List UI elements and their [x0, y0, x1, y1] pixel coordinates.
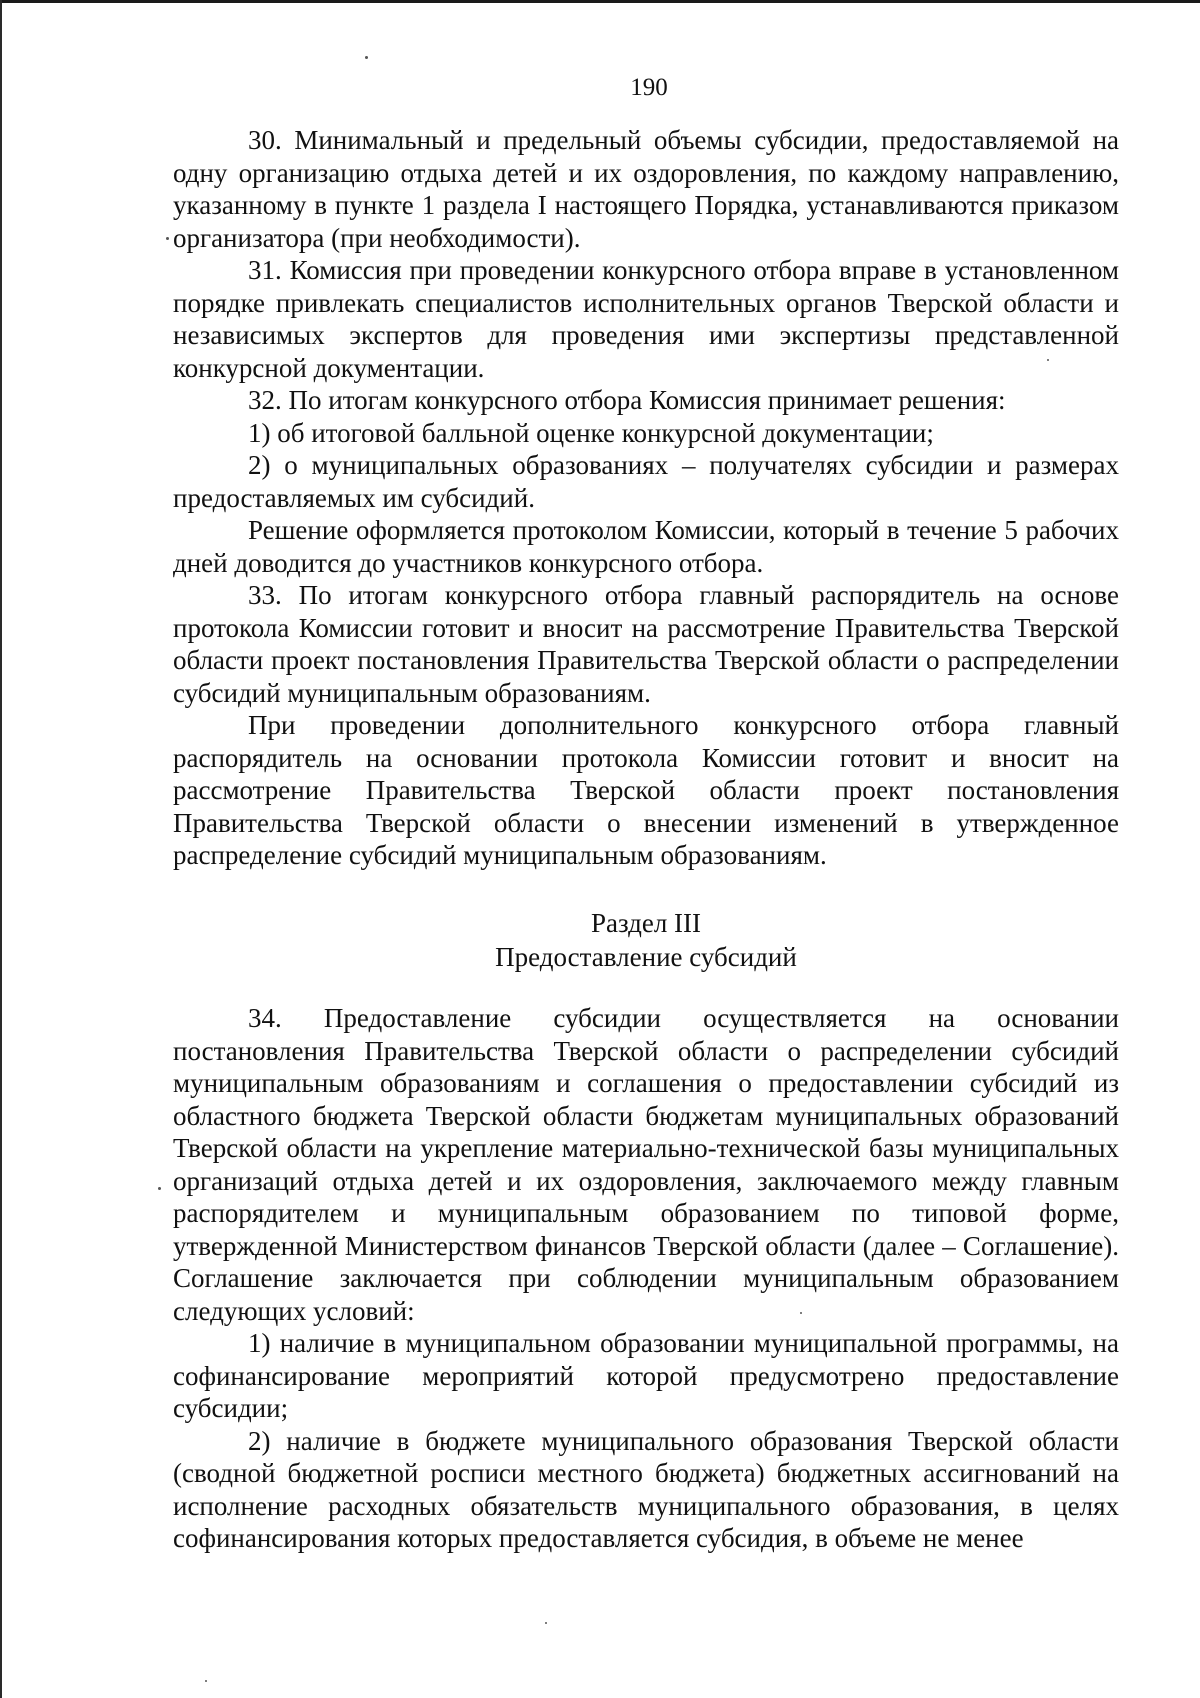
paragraph-32-item-1: 1) об итоговой балльной оценке конкурсной документации; [248, 417, 934, 448]
scan-speck [1047, 359, 1049, 361]
scan-border-top [0, 0, 1200, 3]
paragraph-32: 32. По итогам конкурсного отбора Комиссия принимает решения: [248, 385, 1006, 415]
paragraph-decision: Решение оформляется протоколом Комиссии, который в течение 5 рабочих дней доводится до участников конкурсного отбора. [173, 515, 1119, 578]
scan-speck [158, 1187, 161, 1190]
scan-speck [166, 237, 169, 240]
paragraph-additional-selection: При проведении дополнительного конкурсного отбора главный распорядитель на основании протокола Комиссии готовит и вносит на рассмотрение Правительства Тверской области проект постановления Правительства Тверской области о внесении изменений в утвержденное распределение субсидий муниципальным образованиям. [173, 710, 1119, 870]
section-title: Предоставление субсидий [495, 942, 797, 972]
section-number: Раздел III [590, 908, 702, 938]
page-number: 190 [630, 74, 668, 101]
scan-speck [365, 56, 368, 59]
paragraph-34-item-1: 1) наличие в муниципальном образовании муниципальной программы, на софинансирование мероприятий которой предусмотрено предоставление субсидии; [173, 1328, 1119, 1423]
scan-speck [800, 1312, 802, 1314]
section-heading [173, 906, 1119, 974]
scan-border-left [0, 0, 2, 1698]
paragraph-33: 33. По итогам конкурсного отбора главный распорядитель на основе протокола Комиссии готовит и вносит на рассмотрение Правительства Тверской области проект постановления Правительства Тверской области о распределении субсидий муниципальным образованиям. [173, 580, 1119, 708]
paragraph-30: 30. Минимальный и предельный объемы субсидии, предоставляемой на одну организацию отдыха детей и их оздоровления, по каждому направлению, указанному в пункте 1 раздела I настоящего Порядка, устанавливаются приказом организатора (при необходимости). [173, 125, 1119, 253]
body-text-before-heading [173, 124, 1119, 872]
paragraph-34-item-2: 2) наличие в бюджете муниципального образования Тверской области (сводной бюджетной росписи местного бюджета) бюджетных ассигнований на исполнение расходных обязательств муниципального образования, в целях софинансирования которых предоставляется субсидия, в объеме не менее [173, 1425, 1119, 1553]
paragraph-31: 31. Комиссия при проведении конкурсного отбора вправе в установленном порядке привлекать специалистов исполнительных органов Тверской области и независимых экспертов для проведения ими экспертизы представленной конкурсной документации. [173, 255, 1119, 383]
scan-speck [205, 1680, 207, 1682]
scan-speck [545, 1622, 547, 1624]
paragraph-34: 34. Предоставление субсидии осуществляется на основании постановления Правительства Тверской области о распределении субсидий муниципальным образованиям и соглашения о предоставлении субсидий из областного бюджета Тверской области бюджетам муниципальных образований Тверской области на укрепление материально-технической базы муниципальных организаций отдыха детей и их оздоровления, заключаемого между главным распорядителем и муниципальным образованием по типовой форме, утвержденной Министерством финансов Тверской области (далее – Соглашение). Соглашение заключается при соблюдении муниципальным образованием следующих условий: [173, 1003, 1119, 1326]
paragraph-32-item-2: 2) о муниципальных образованиях – получателях субсидии и размерах предоставляемых им субсидий. [173, 450, 1119, 513]
body-text-after-heading [173, 1002, 1119, 1555]
